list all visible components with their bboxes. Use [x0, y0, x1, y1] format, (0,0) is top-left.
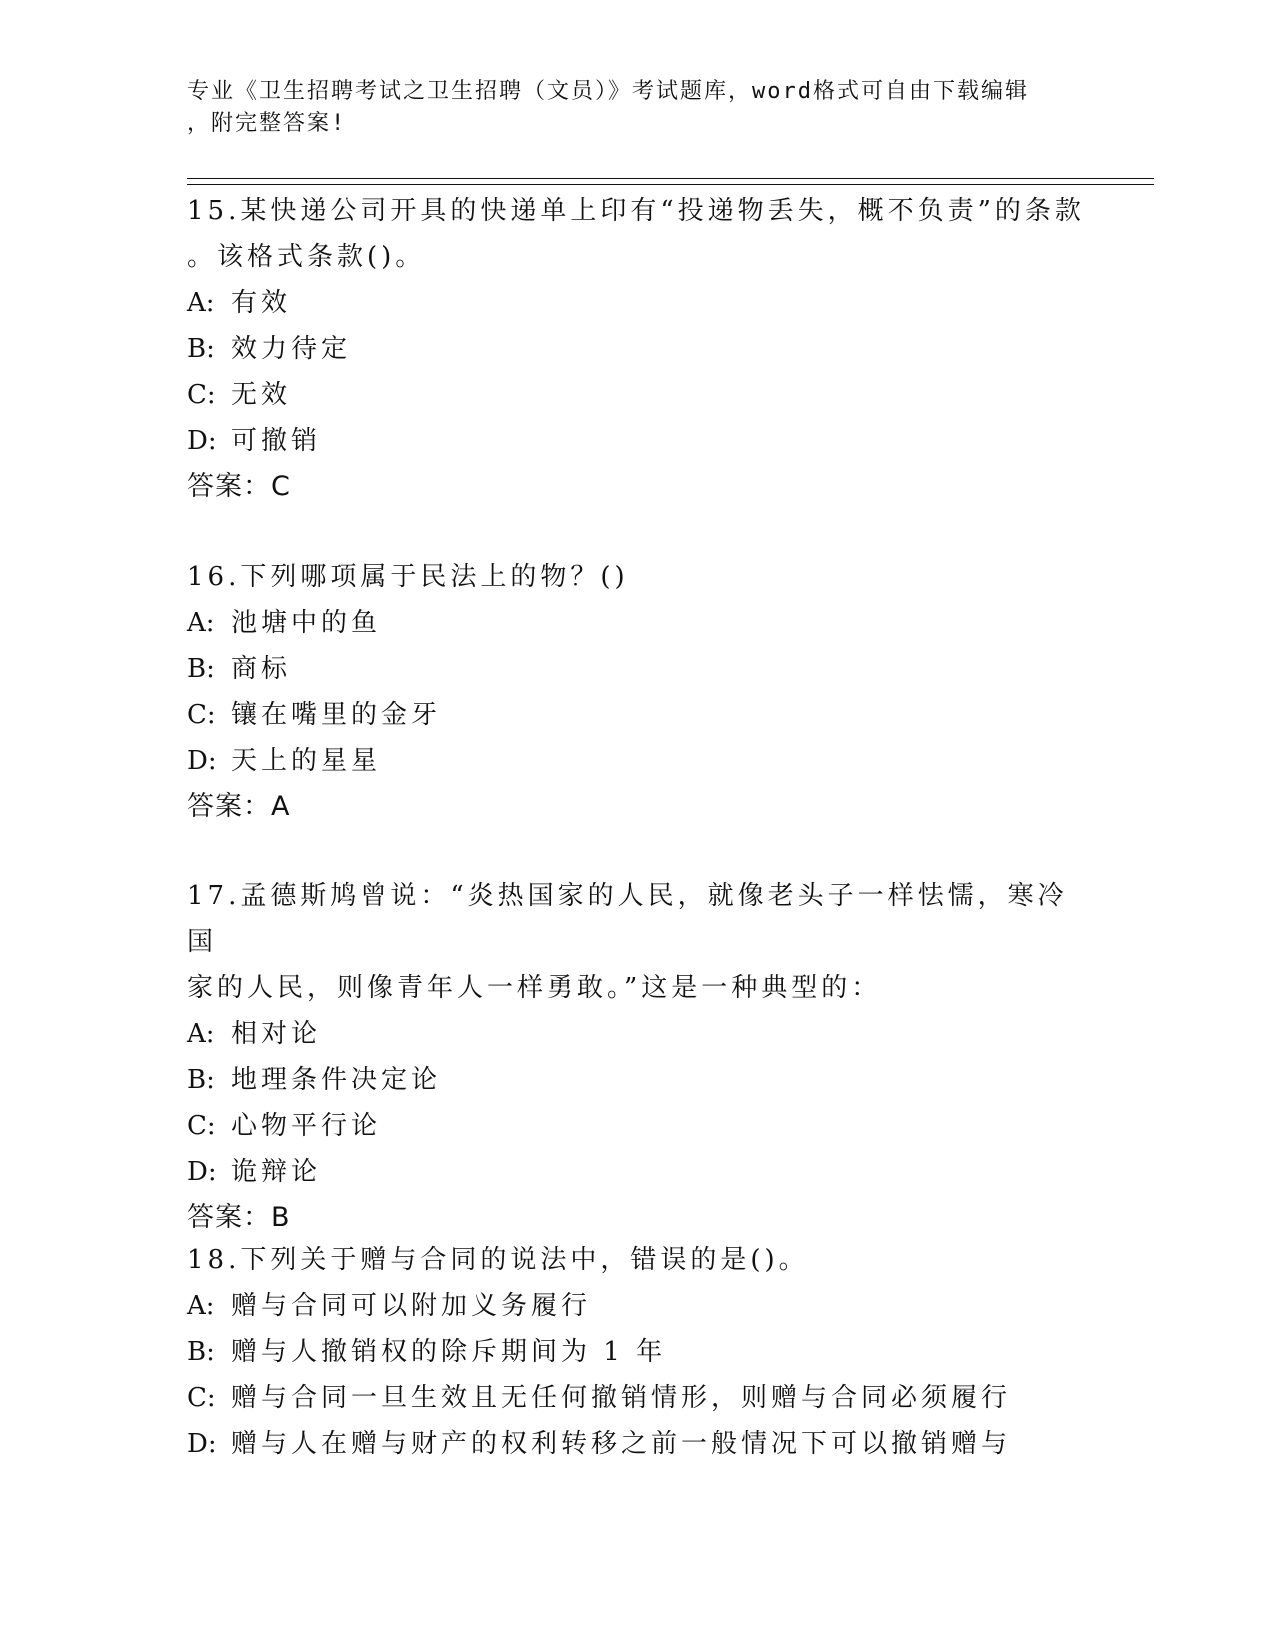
option-key: A:: [187, 288, 215, 318]
question-17: [187, 873, 1087, 1241]
header-divider-top: [187, 178, 1154, 179]
answer-line: [187, 1195, 1087, 1241]
question-stem-line-1: 16.下列哪项属于民法上的物？(): [187, 562, 629, 592]
answer-line: [187, 464, 1087, 510]
header-divider-bottom: [187, 184, 1154, 185]
option-a: [187, 280, 1087, 326]
answer-label: 答案：: [187, 1202, 271, 1233]
option-key: C:: [187, 700, 216, 730]
question-stem-line-2: 。该格式条款()。: [187, 242, 426, 272]
answer-line: [187, 784, 1087, 830]
option-text: 赠与合同一旦生效且无任何撤销情形，则赠与合同必须履行: [231, 1383, 1012, 1413]
option-text: 心物平行论: [231, 1111, 382, 1141]
option-key: A:: [187, 1291, 215, 1321]
option-key: A:: [187, 608, 215, 638]
question-15: [187, 188, 1087, 510]
question-stem-line-1: 17.孟德斯鸠曾说：“炎热国家的人民，就像老头子一样怯懦，寒冷国: [187, 881, 1068, 957]
option-d: [187, 1149, 1087, 1195]
option-key: B:: [187, 334, 215, 364]
option-b: [187, 1057, 1087, 1103]
header-line-2: ，附完整答案!: [187, 111, 347, 136]
option-a: [187, 600, 1087, 646]
option-a: [187, 1283, 1087, 1329]
option-c: [187, 692, 1087, 738]
option-key: D:: [187, 426, 217, 456]
option-text: 池塘中的鱼: [231, 608, 382, 638]
header-line-1: 专业《卫生招聘考试之卫生招聘（文员）》考试题库，word格式可自由下载编辑: [187, 79, 1029, 104]
option-text: 诡辩论: [231, 1157, 322, 1187]
answer-value: A: [271, 791, 291, 822]
option-text: 无效: [231, 380, 292, 410]
option-text: 赠与人在赠与财产的权利转移之前一般情况下可以撤销赠与: [231, 1429, 1012, 1459]
question-stem-line-2: 家的人民，则像青年人一样勇敢。”这是一种典型的：: [187, 973, 882, 1003]
option-key: C:: [187, 1111, 216, 1141]
option-key: A:: [187, 1019, 215, 1049]
answer-label: 答案：: [187, 791, 271, 822]
option-b: [187, 646, 1087, 692]
answer-value: B: [271, 1202, 291, 1233]
option-text: 赠与人撤销权的除斥期间为 1 年: [231, 1337, 667, 1367]
option-d: [187, 1421, 1087, 1467]
option-c: [187, 1103, 1087, 1149]
option-c: [187, 372, 1087, 418]
option-key: B:: [187, 1337, 215, 1367]
question-16: [187, 554, 1087, 830]
question-stem-line-1: 15.某快递公司开具的快递单上印有“投递物丢失，概不负责”的条款: [187, 196, 1085, 226]
option-key: D:: [187, 1157, 217, 1187]
option-key: C:: [187, 380, 216, 410]
option-text: 镶在嘴里的金牙: [231, 700, 442, 730]
option-b: [187, 1329, 1087, 1375]
option-text: 地理条件决定论: [231, 1065, 442, 1095]
option-key: B:: [187, 1065, 215, 1095]
option-text: 赠与合同可以附加义务履行: [231, 1291, 592, 1321]
option-text: 天上的星星: [231, 746, 382, 776]
answer-label: 答案：: [187, 471, 271, 502]
question-stem-line-1: 18.下列关于赠与合同的说法中，错误的是()。: [187, 1245, 809, 1275]
option-text: 效力待定: [231, 334, 352, 364]
option-a: [187, 1011, 1087, 1057]
question-18: [187, 1237, 1087, 1467]
option-b: [187, 326, 1087, 372]
option-key: B:: [187, 654, 215, 684]
document-header: [187, 76, 1087, 140]
option-key: D:: [187, 1429, 217, 1459]
option-text: 可撤销: [231, 426, 322, 456]
option-text: 有效: [231, 288, 292, 318]
option-c: [187, 1375, 1087, 1421]
option-key: D:: [187, 746, 217, 776]
option-text: 相对论: [231, 1019, 322, 1049]
answer-value: C: [271, 471, 291, 502]
option-text: 商标: [231, 654, 292, 684]
option-d: [187, 738, 1087, 784]
option-d: [187, 418, 1087, 464]
option-key: C:: [187, 1383, 216, 1413]
